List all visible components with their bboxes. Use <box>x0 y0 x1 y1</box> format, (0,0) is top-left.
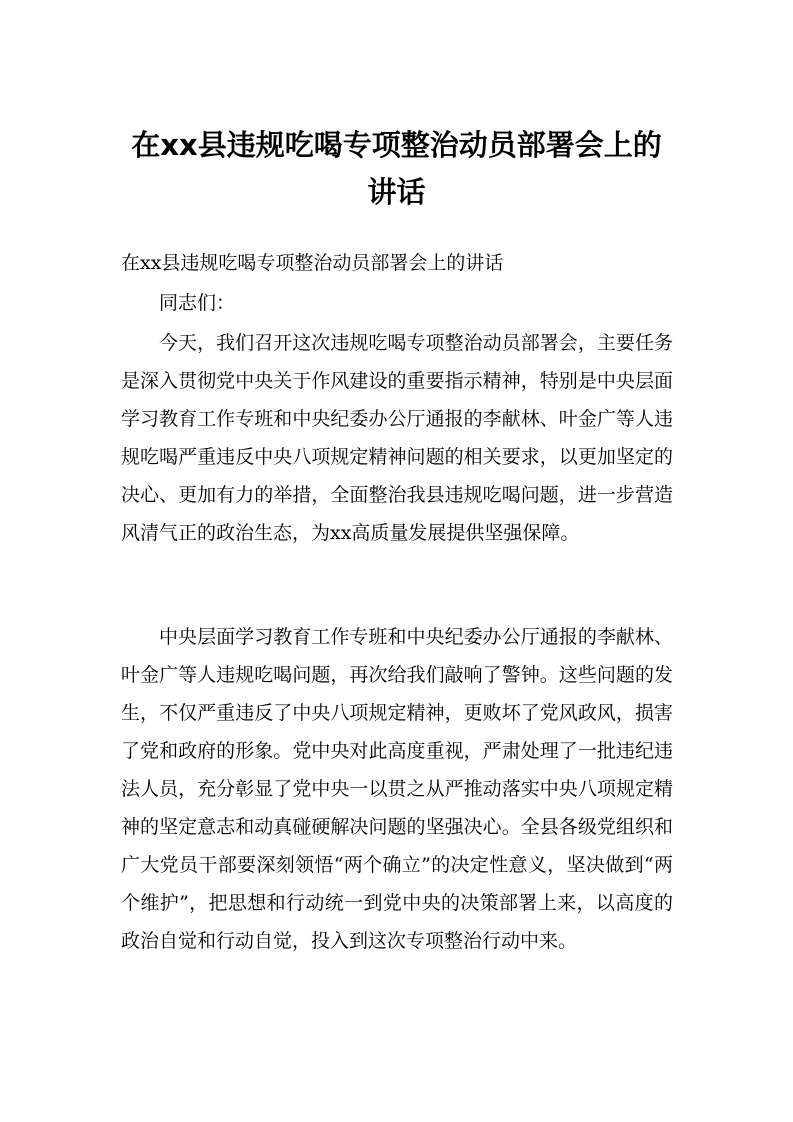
subtitle-text: 在xx县违规吃喝专项整治动员部署会上的讲话 <box>121 252 504 274</box>
greeting-text: 同志们： <box>159 292 236 314</box>
document-subtitle <box>121 244 673 282</box>
paragraph-1-text: 今天，我们召开这次违规吃喝专项整治动员部署会，主要任务是深入贯彻党中央关于作风建设的重要指示精神，特别是中央层面学习教育工作专班和中央纪委办公厅通报的李献林、叶金广等人违规吃喝严重违反中央八项规定精神问题的相关要求，以更加坚定的决心、更加有力的举措，全面整治我县违规吃喝问题，进一步营造风清气正的政治生态，为xx高质量发展提供坚强保障。 <box>121 332 673 544</box>
paragraph-2-text: 中央层面学习教育工作专班和中央纪委办公厅通报的李献林、叶金广等人违规吃喝问题，再次给我们敲响了警钟。这些问题的发生，不仅严重违反了中央八项规定精神，更败坏了党风政风，损害了党和政府的形象。党中央对此高度重视，严肃处理了一批违纪违法人员，充分彰显了党中央一以贯之从严推动落实中央八项规定精神的坚定意志和动真碰硬解决问题的坚强决心。全县各级党组织和广大党员干部要深刻领悟“两个确立”的决定性意义，坚决做到“两个维护”，把思想和行动统一到党中央的决策部署上来，以高度的政治自觉和行动自觉，投入到这次专项整治行动中来。 <box>121 626 673 952</box>
paragraph-1 <box>121 324 673 552</box>
document-title-line-1: 在xx县违规吃喝专项整治动员部署会上的 <box>131 128 662 162</box>
greeting <box>121 284 673 322</box>
paragraph-2 <box>121 618 673 960</box>
document-title-line-2: 讲话 <box>367 175 426 209</box>
